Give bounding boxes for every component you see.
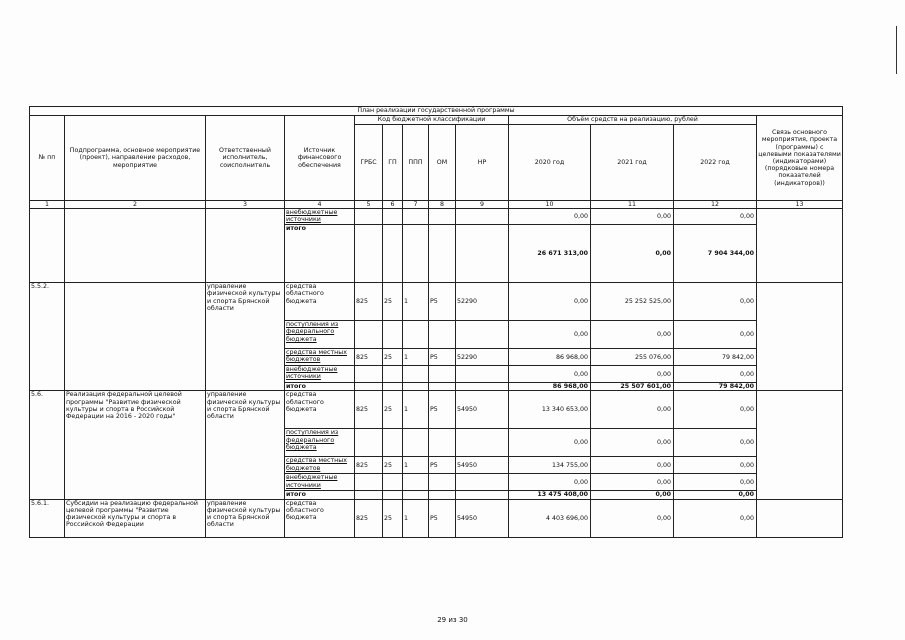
value-2021: 0,00 xyxy=(591,491,674,499)
np-cell: 52290 xyxy=(456,349,509,366)
ppp-cell: 1 xyxy=(403,283,429,321)
column-number: 12 xyxy=(674,201,757,209)
value-2022: 0,00 xyxy=(674,474,757,491)
source-cell: средства областного бюджета xyxy=(285,283,355,321)
name-cell xyxy=(65,209,206,283)
num-cell xyxy=(30,209,65,283)
source-cell: внебюджетные источники xyxy=(285,209,355,225)
col-subprogram-header: Подпрограмма, основное мероприятие (проект), направление расходов, мероприятие xyxy=(65,116,206,201)
column-number: 1 xyxy=(30,201,65,209)
page-edge-mark xyxy=(896,26,897,74)
column-number: 2 xyxy=(65,201,206,209)
plan-title: План реализации государственной программы xyxy=(30,107,843,116)
funding-volume-header: Объём средств на реализацию, рублей xyxy=(509,116,757,125)
value-2021: 0,00 xyxy=(591,366,674,383)
om-cell: P5 xyxy=(429,391,456,429)
source-cell: поступления из федерального бюджета xyxy=(285,429,355,457)
value-2021: 25 252 525,00 xyxy=(591,283,674,321)
table-row xyxy=(30,391,843,429)
col-source-header: Источник финансового обеспечения xyxy=(285,116,355,201)
value-2021: 0,00 xyxy=(591,474,674,491)
value-2022: 0,00 xyxy=(674,499,757,537)
gp-cell: 25 xyxy=(383,349,403,366)
resp-cell: управление физической культуры и спорта Брянской области xyxy=(206,391,285,499)
value-2022: 0,00 xyxy=(674,429,757,457)
source-cell: средства областного бюджета xyxy=(285,499,355,537)
value-2022: 0,00 xyxy=(674,366,757,383)
np-cell: 54950 xyxy=(456,499,509,537)
source-cell: средства местных бюджетов xyxy=(285,349,355,366)
resp-cell: управление физической культуры и спорта Брянской области xyxy=(206,499,285,537)
value-2020: 0,00 xyxy=(509,209,591,225)
column-number-row xyxy=(30,201,843,209)
value-2020: 86 968,00 xyxy=(509,383,591,391)
gp-cell: 25 xyxy=(383,457,403,474)
source-cell: итого xyxy=(285,225,355,283)
value-2020: 13 475 408,00 xyxy=(509,491,591,499)
om-cell: P5 xyxy=(429,457,456,474)
value-2020: 0,00 xyxy=(509,283,591,321)
value-2020: 13 340 653,00 xyxy=(509,391,591,429)
grbs-cell: 825 xyxy=(355,457,383,474)
om-cell: P5 xyxy=(429,499,456,537)
ppp-cell: 1 xyxy=(403,457,429,474)
value-2021: 0,00 xyxy=(591,321,674,349)
col-num-header: № пп xyxy=(30,116,65,201)
source-cell: итого xyxy=(285,491,355,499)
column-number: 6 xyxy=(383,201,403,209)
grbs-cell: 825 xyxy=(355,499,383,537)
grbs-cell: 825 xyxy=(355,349,383,366)
num-cell: 5.6.1. xyxy=(30,499,65,537)
value-2021: 255 076,00 xyxy=(591,349,674,366)
value-2022: 0,00 xyxy=(674,457,757,474)
value-2022: 0,00 xyxy=(674,391,757,429)
column-number: 5 xyxy=(355,201,383,209)
column-number: 11 xyxy=(591,201,674,209)
value-2020: 0,00 xyxy=(509,321,591,349)
ppp-cell: 1 xyxy=(403,349,429,366)
value-2020: 86 968,00 xyxy=(509,349,591,366)
value-2022: 0,00 xyxy=(674,321,757,349)
grbs-cell: 825 xyxy=(355,283,383,321)
ppp-cell: 1 xyxy=(403,391,429,429)
table-row xyxy=(30,209,843,225)
value-2020: 0,00 xyxy=(509,366,591,383)
name-cell xyxy=(65,283,206,391)
value-2021: 0,00 xyxy=(591,225,674,283)
col-link-header: Связь основного мероприятия, проекта (программы) с целевыми показателями (индикаторами) (порядковые номера показателей (индикаторов)) xyxy=(757,116,843,201)
value-2020: 0,00 xyxy=(509,474,591,491)
source-cell: средства местных бюджетов xyxy=(285,457,355,474)
col-ppp-header: ППП xyxy=(403,125,429,201)
column-number: 3 xyxy=(206,201,285,209)
name-cell: Реализация федеральной целевой программы "Развитие физической культуры и спорта в Российской Федерации на 2016 - 2020 годы" xyxy=(65,391,206,499)
value-2022: 79 842,00 xyxy=(674,349,757,366)
value-2022: 0,00 xyxy=(674,209,757,225)
np-cell: 54950 xyxy=(456,391,509,429)
column-number: 13 xyxy=(757,201,843,209)
col-2022-header: 2022 год xyxy=(674,125,757,201)
value-2021: 0,00 xyxy=(591,391,674,429)
value-2021: 25 507 601,00 xyxy=(591,383,674,391)
np-cell: 54950 xyxy=(456,457,509,474)
value-2020: 4 403 696,00 xyxy=(509,499,591,537)
value-2020: 134 755,00 xyxy=(509,457,591,474)
value-2021: 0,00 xyxy=(591,429,674,457)
value-2021: 0,00 xyxy=(591,457,674,474)
table-row xyxy=(30,499,843,537)
resp-cell xyxy=(206,209,285,283)
source-cell: поступления из федерального бюджета xyxy=(285,321,355,349)
grbs-cell: 825 xyxy=(355,391,383,429)
value-2020: 0,00 xyxy=(509,429,591,457)
column-number: 8 xyxy=(429,201,456,209)
ppp-cell: 1 xyxy=(403,499,429,537)
source-cell: внебюджетные источники xyxy=(285,366,355,383)
value-2021: 0,00 xyxy=(591,209,674,225)
program-plan-table xyxy=(29,106,843,538)
om-cell: P5 xyxy=(429,283,456,321)
budget-code-header: Код бюджетной классификации xyxy=(355,116,509,125)
value-2022: 0,00 xyxy=(674,491,757,499)
column-number: 4 xyxy=(285,201,355,209)
value-2020: 26 671 313,00 xyxy=(509,225,591,283)
col-responsible-header: Ответственный исполнитель, соисполнитель xyxy=(206,116,285,201)
name-cell: Субсидии на реализацию федеральной целевой программы "Развитие физической культуры и спорта в Российской Федерации xyxy=(65,499,206,537)
om-cell: P5 xyxy=(429,349,456,366)
table-row xyxy=(30,283,843,321)
gp-cell: 25 xyxy=(383,499,403,537)
col-grbs-header: ГРБС xyxy=(355,125,383,201)
col-2020-header: 2020 год xyxy=(509,125,591,201)
col-gp-header: ГП xyxy=(383,125,403,201)
col-np-header: НР xyxy=(456,125,509,201)
resp-cell: управление физической культуры и спорта Брянской области xyxy=(206,283,285,391)
value-2022: 7 904 344,00 xyxy=(674,225,757,283)
gp-cell: 25 xyxy=(383,391,403,429)
num-cell: 5.5.2. xyxy=(30,283,65,391)
page-number: 29 из 30 xyxy=(437,616,468,624)
source-cell: итого xyxy=(285,383,355,391)
source-cell: средства областного бюджета xyxy=(285,391,355,429)
column-number: 7 xyxy=(403,201,429,209)
value-2021: 0,00 xyxy=(591,499,674,537)
column-number: 9 xyxy=(456,201,509,209)
value-2022: 0,00 xyxy=(674,283,757,321)
np-cell: 52290 xyxy=(456,283,509,321)
source-cell: внебюджетные источники xyxy=(285,474,355,491)
gp-cell: 25 xyxy=(383,283,403,321)
column-number: 10 xyxy=(509,201,591,209)
value-2022: 79 842,00 xyxy=(674,383,757,391)
num-cell: 5.6. xyxy=(30,391,65,499)
col-om-header: ОМ xyxy=(429,125,456,201)
col-2021-header: 2021 год xyxy=(591,125,674,201)
